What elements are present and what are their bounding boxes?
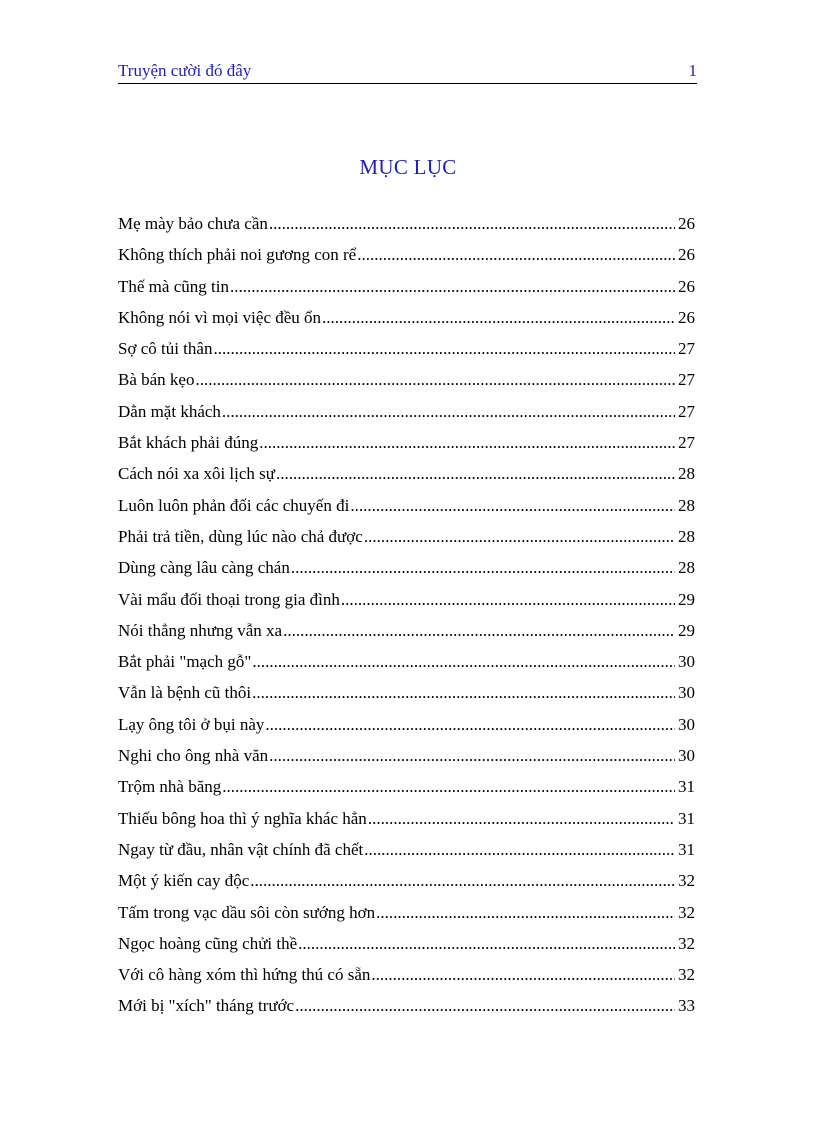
toc-entry-page: 28	[678, 495, 695, 515]
toc-entry-page: 31	[678, 808, 695, 828]
toc-entry-page: 31	[678, 777, 695, 797]
toc-entry[interactable]	[118, 838, 695, 869]
toc-entry[interactable]	[118, 275, 695, 306]
toc-entry-page: 31	[678, 839, 695, 859]
toc-entry[interactable]	[118, 525, 695, 556]
toc-entry-page: 28	[678, 464, 695, 484]
toc-entry-page: 27	[678, 339, 695, 359]
toc-entry-title: Vài mẩu đối thoại trong gia đình	[118, 589, 340, 609]
dot-leader	[371, 963, 675, 987]
toc-entry[interactable]	[118, 901, 695, 932]
toc-entry[interactable]	[118, 462, 695, 493]
toc-entry-title: Bắt khách phải đúng	[118, 433, 259, 453]
toc-entry-title: Sợ cô tủi thân	[118, 339, 213, 359]
toc-entry[interactable]	[118, 306, 695, 337]
toc-entry[interactable]	[118, 431, 695, 462]
dot-leader	[252, 650, 675, 674]
toc-entry[interactable]	[118, 963, 695, 994]
toc-entry-page: 32	[678, 871, 695, 891]
toc-entry-page: 26	[678, 276, 695, 296]
dot-leader	[230, 275, 675, 299]
dot-leader	[252, 681, 675, 705]
dot-leader	[350, 494, 675, 518]
dot-leader	[276, 462, 675, 486]
running-header-title: Truyện cười đó đây	[118, 61, 252, 80]
toc-entry-page: 30	[678, 652, 695, 672]
toc-entry-title: Nói thẳng nhưng vẫn xa	[118, 620, 283, 640]
toc-entry-title: Không thích phải noi gương con rể	[118, 245, 357, 265]
toc-entry-title: Lạy ông tôi ở bụi này	[118, 714, 265, 734]
toc-entry[interactable]	[118, 713, 695, 744]
toc-entry[interactable]	[118, 588, 695, 619]
dot-leader	[265, 713, 675, 737]
toc-entry-title: Phải trả tiền, dùng lúc nào chả được	[118, 526, 363, 546]
toc-entry[interactable]	[118, 556, 695, 587]
toc-entry-title: Không nói vì mọi việc đều ổn	[118, 307, 322, 327]
toc-entry-page: 30	[678, 683, 695, 703]
toc-entry-title: Một ý kiến cay độc	[118, 871, 250, 891]
toc-entry[interactable]	[118, 212, 695, 243]
toc-entry-page: 29	[678, 589, 695, 609]
toc-entry-page: 33	[678, 996, 695, 1016]
dot-leader	[213, 337, 675, 361]
toc-entry-title: Dằn mặt khách	[118, 401, 221, 421]
dot-leader	[222, 775, 675, 799]
toc-entry-title: Tấm trong vạc dầu sôi còn sướng hơn	[118, 902, 376, 922]
toc-entry-page: 27	[678, 433, 695, 453]
toc-entry[interactable]	[118, 619, 695, 650]
toc-entry-page: 29	[678, 620, 695, 640]
dot-leader	[364, 838, 675, 862]
toc-entry-title: Ngọc hoàng cũng chửi thề	[118, 933, 298, 953]
toc-entry-page: 26	[678, 214, 695, 233]
toc-entry-page: 30	[678, 714, 695, 734]
toc-entry[interactable]	[118, 337, 695, 368]
toc-entry[interactable]	[118, 775, 695, 806]
page-number: 1	[688, 61, 697, 80]
toc-entry[interactable]	[118, 368, 695, 399]
toc-entry-title: Nghi cho ông nhà văn	[118, 746, 269, 766]
toc-entry-title: Bắt phải "mạch gỗ"	[118, 652, 252, 672]
toc-entry-title: Mẹ mày bảo chưa cần	[118, 214, 268, 233]
dot-leader	[364, 525, 675, 549]
toc-entry[interactable]	[118, 932, 695, 963]
toc-entry-page: 28	[678, 558, 695, 578]
toc-entry-page: 27	[678, 370, 695, 390]
dot-leader	[195, 368, 675, 392]
toc-entry-title: Thiếu bông hoa thì ý nghĩa khác hẳn	[118, 808, 367, 828]
page-header	[118, 58, 697, 84]
dot-leader	[250, 869, 675, 893]
toc-entry-title: Dùng càng lâu càng chán	[118, 558, 290, 578]
toc-entry[interactable]	[118, 650, 695, 681]
toc-entry[interactable]	[118, 243, 695, 274]
dot-leader	[259, 431, 675, 455]
dot-leader	[222, 400, 675, 424]
toc-entry-title: Trộm nhà băng	[118, 777, 222, 797]
toc-entry-page: 26	[678, 307, 695, 327]
dot-leader	[269, 744, 675, 768]
dot-leader	[357, 243, 675, 267]
dot-leader	[269, 212, 675, 236]
toc-heading: MỤC LỤC	[359, 155, 457, 179]
toc-entry[interactable]	[118, 400, 695, 431]
dot-leader	[368, 807, 675, 831]
dot-leader	[291, 556, 675, 580]
toc-entry-title: Cách nói xa xôi lịch sự	[118, 464, 275, 484]
toc-entry-page: 32	[678, 933, 695, 953]
toc-entry-title: Thế mà cũng tin	[118, 276, 229, 296]
toc-entry[interactable]	[118, 744, 695, 775]
toc-entry-title: Bà bán kẹo	[118, 370, 195, 390]
toc-entry-title: Luôn luôn phản đối các chuyến đi	[118, 495, 350, 515]
toc-entry-page: 26	[678, 245, 695, 265]
toc-entry[interactable]	[118, 994, 695, 1025]
toc-entry-page: 32	[678, 902, 695, 922]
toc-entry-page: 27	[678, 401, 695, 421]
toc-entry[interactable]	[118, 681, 695, 712]
toc-entry-title: Vẫn là bệnh cũ thôi	[118, 683, 252, 703]
toc-entry-title: Ngay từ đầu, nhân vật chính đã chết	[118, 839, 364, 859]
dot-leader	[376, 901, 675, 925]
toc-entry[interactable]	[118, 494, 695, 525]
toc-entry[interactable]	[118, 807, 695, 838]
toc-entry-page: 30	[678, 746, 695, 766]
toc-entry[interactable]	[118, 869, 695, 900]
toc-entry-page: 32	[678, 965, 695, 985]
dot-leader	[283, 619, 675, 643]
table-of-contents	[118, 212, 695, 1026]
dot-leader	[295, 994, 675, 1018]
dot-leader	[341, 588, 675, 612]
toc-entry-title: Với cô hàng xóm thì hứng thú có sẵn	[118, 965, 371, 985]
toc-entry-page: 28	[678, 526, 695, 546]
dot-leader	[298, 932, 675, 956]
dot-leader	[322, 306, 675, 330]
toc-entry-title: Mới bị "xích" tháng trước	[118, 996, 295, 1016]
